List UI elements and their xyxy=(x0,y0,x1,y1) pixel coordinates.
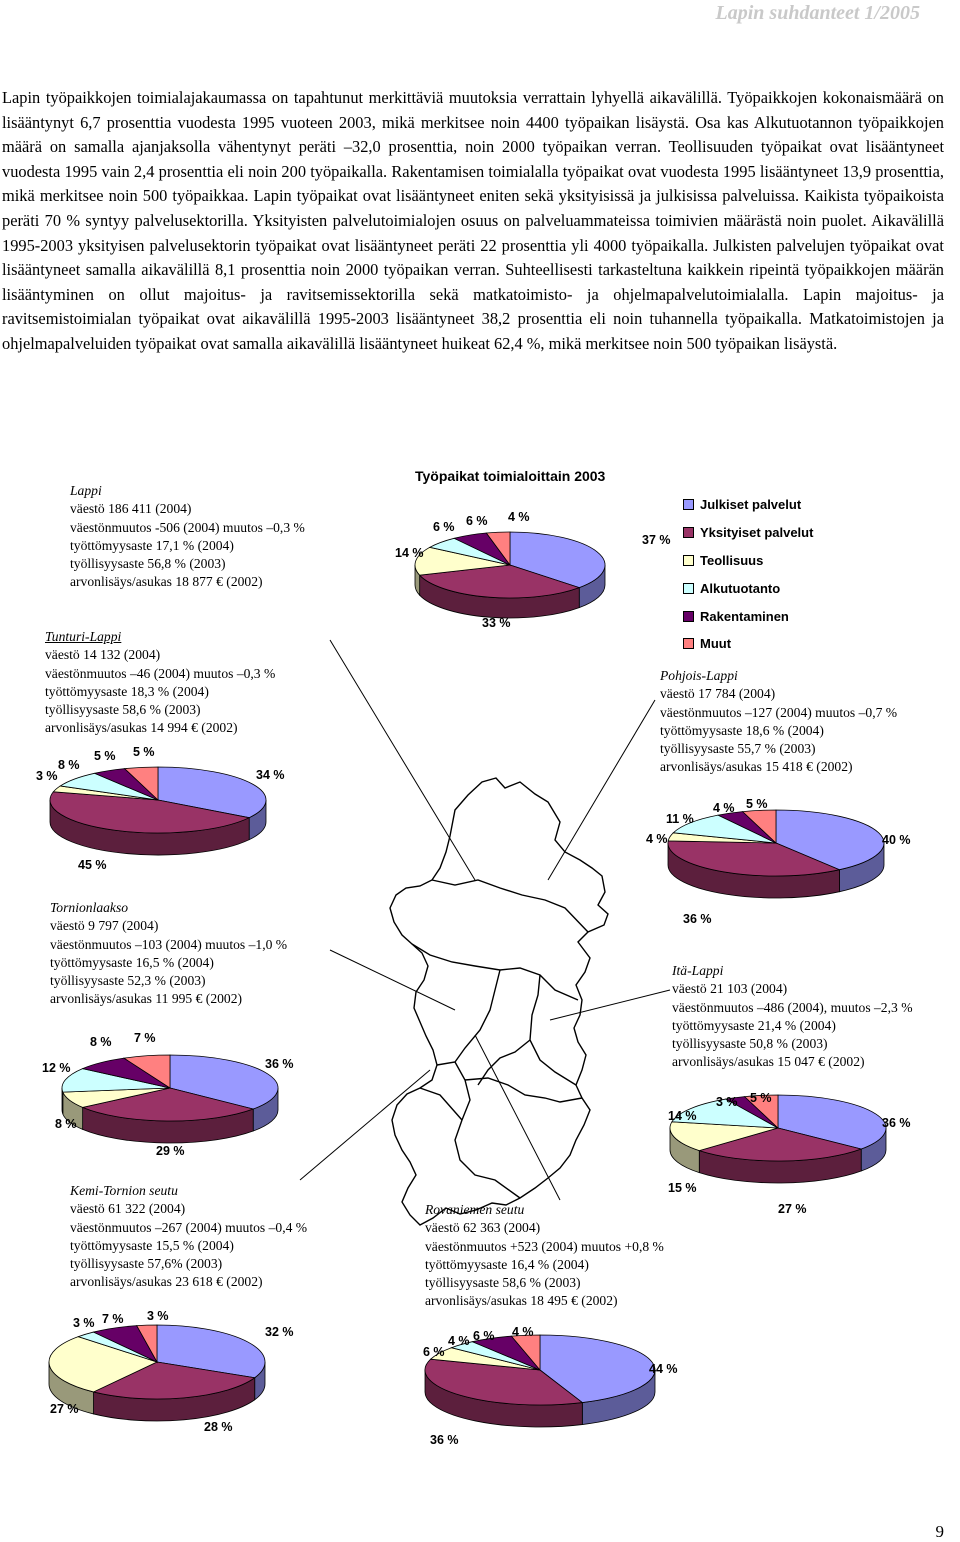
region-tornion xyxy=(50,899,287,1009)
data-label: 4 % xyxy=(713,801,735,815)
data-label: 4 % xyxy=(646,832,668,846)
border-north xyxy=(432,880,588,932)
lappi-chart-title: Työpaikat toimialoittain 2003 xyxy=(415,468,606,484)
region-stat: työllisyysaste 57,6% (2003) xyxy=(70,1256,223,1272)
region-stat: työttömyysaste 21,4 % (2004) xyxy=(672,1017,836,1033)
region-stat: väestö 186 411 (2004) xyxy=(70,501,192,517)
data-label: 6 % xyxy=(473,1329,495,1343)
border-west-mid xyxy=(437,970,500,1065)
border-south-3 xyxy=(465,1078,582,1102)
legend-label: Rakentaminen xyxy=(700,608,789,624)
body-paragraph: Lapin työpaikkojen toimialajakaumassa on tapahtunut merkittäviä muutoksia verrattain lyhyellä aikavälillä. Työpaikkojen kokonaismäärä on lisääntynyt 6,7 prosenttia vuodesta 1995 vuoteen 2003, mikä merkitsee noin 4400 työpaikan lisäystä. Osa kas Alkutuotannon työpaikkojen määrä on samalla ajanjaksolla vähentynyt peräti –32,0 prosenttia, noin 2000 työpaikan verran. Teollisuuden työpaikat ovat lisääntyneet vuodesta 1995 vain 2,4 prosenttia eli noin 200 työpaikalla. Rakentamisen toimialalla työpaikat ovat vuodesta 1995 lisääntyneet 13,9 prosenttia, mikä merkitsee noin 500 työpaikkaa. Lapin työpaikat ovat lisääntyneet eniten sekä yksityisissä ja julkisissa palveluissa. Kaikista työpaikoista peräti 70 % syntyy palvelusektorilla. Yksityisten palvelutoimialojen osuus on palveluammateissa toimivien määrästä noin puolet. Aikavälillä 1995-2003 yksityisen palvelusektorin työpaikat ovat lisääntyneet peräti 22 prosenttia yli 4000 työpaikalla. Julkisten palvelujen työpaikat ovat lisääntyneet samalla aikavälillä 8,1 prosenttia noin 2000 työpaikan verran. Suhteellisesti tarkasteltuna kaikkein ripeintä työpaikkojen määrän lisääntyminen on ollut majoitus- ja ravitsemissektorilla sekä matkatoimisto- ja ohjelmapalvelutoimialalla. Lapin majoitus- ja ravitsemistoimialan työpaikat ovat aikavälillä 1995-2003 lisääntyneet 38,2 prosenttia eli noin tuhannella työpaikalla. Matkatoimistojen ja ohjelmapalveluiden työpaikat ovat samalla aikavälillä lisääntyneet huikeat 62,4 %, mikä merkitsee noin 500 työpaikan lisäystä. xyxy=(2,88,944,353)
legend-label: Teollisuus xyxy=(700,552,764,568)
border-southwest xyxy=(420,1088,462,1120)
data-label: 36 % xyxy=(265,1057,294,1071)
data-label: 14 % xyxy=(395,546,424,560)
connector-tunturi xyxy=(330,640,475,880)
region-stat: työllisyysaste 55,7 % (2003) xyxy=(660,741,816,757)
data-label: 3 % xyxy=(147,1309,169,1323)
running-header: Lapin suhdanteet 1/2005 xyxy=(715,2,920,24)
map-connectors xyxy=(300,640,670,1200)
connector-tornion xyxy=(330,950,455,1010)
pie-kemi xyxy=(49,1325,265,1421)
region-stat: arvonlisäys/asukas 18 495 € (2002) xyxy=(425,1293,618,1309)
region-name: Kemi-Tornion seutu xyxy=(70,1183,178,1198)
region-stat: työttömyysaste 15,5 % (2004) xyxy=(70,1237,234,1253)
pie-tunturi xyxy=(50,767,266,855)
data-label: 8 % xyxy=(58,758,80,772)
data-label: 44 % xyxy=(649,1362,678,1376)
data-label: 3 % xyxy=(36,769,58,783)
legend-item xyxy=(683,547,813,575)
border-south-1 xyxy=(455,1062,520,1198)
lapland-border xyxy=(390,778,608,1225)
region-rovaniemi xyxy=(425,1201,664,1311)
pie-rovaniemi xyxy=(425,1335,655,1427)
data-label: 36 % xyxy=(430,1433,459,1447)
region-stat: väestö 21 103 (2004) xyxy=(672,981,788,997)
data-label: 37 % xyxy=(642,533,671,547)
legend-label: Alkutuotanto xyxy=(700,580,781,596)
legend-swatch xyxy=(683,638,694,649)
region-stat: arvonlisäys/asukas 14 994 € (2002) xyxy=(45,720,238,736)
legend-item xyxy=(683,630,813,658)
region-name: Itä-Lappi xyxy=(672,963,724,978)
region-stat: väestönmuutos –267 (2004) muutos –0,4 % xyxy=(70,1219,308,1235)
data-label: 32 % xyxy=(265,1325,294,1339)
region-lappi xyxy=(70,482,305,592)
data-label: 5 % xyxy=(94,749,116,763)
connector-rovaniemi xyxy=(475,1035,560,1200)
region-stat: arvonlisäys/asukas 15 418 € (2002) xyxy=(660,759,853,775)
region-stat: väestönmuutos –486 (2004), muutos –2,3 % xyxy=(672,999,913,1015)
region-stat: väestönmuutos +523 (2004) muutos +0,8 % xyxy=(425,1238,664,1254)
legend-swatch xyxy=(683,583,694,594)
data-label: 14 % xyxy=(668,1109,697,1123)
pie-tornion xyxy=(62,1055,278,1143)
legend-swatch xyxy=(683,527,694,538)
data-label: 4 % xyxy=(508,510,530,524)
region-stat: väestö 14 132 (2004) xyxy=(45,647,161,663)
legend-item xyxy=(683,491,813,519)
region-stat: työllisyysaste 58,6 % (2003) xyxy=(425,1275,581,1291)
data-label: 6 % xyxy=(433,520,455,534)
connector-ita xyxy=(550,990,670,1020)
pie-lappi xyxy=(415,532,605,618)
data-label: 45 % xyxy=(78,858,107,872)
data-label: 3 % xyxy=(73,1316,95,1330)
region-name: Pohjois-Lappi xyxy=(660,668,738,683)
region-stat: väestönmuutos –46 (2004) muutos –0,3 % xyxy=(45,665,276,681)
data-label: 4 % xyxy=(512,1325,534,1339)
legend-swatch xyxy=(683,611,694,622)
region-stat: työllisyysaste 50,8 % (2003) xyxy=(672,1036,828,1052)
region-stat: arvonlisäys/asukas 23 618 € (2002) xyxy=(70,1274,263,1290)
pie-ita xyxy=(670,1095,886,1183)
legend-item xyxy=(683,519,813,547)
data-label: 6 % xyxy=(423,1345,445,1359)
legend-item xyxy=(683,574,813,602)
data-label: 5 % xyxy=(746,797,768,811)
data-label: 8 % xyxy=(55,1117,77,1131)
data-label: 5 % xyxy=(133,745,155,759)
data-label: 15 % xyxy=(668,1181,697,1195)
legend-swatch xyxy=(683,499,694,510)
data-label: 5 % xyxy=(750,1091,772,1105)
region-tunturi xyxy=(45,628,275,738)
region-name: Tunturi-Lappi xyxy=(45,629,122,644)
data-label: 36 % xyxy=(683,912,712,926)
region-stat: työttömyysaste 18,3 % (2004) xyxy=(45,683,209,699)
region-stat: väestönmuutos –127 (2004) muutos –0,7 % xyxy=(660,704,898,720)
region-pohjois xyxy=(660,667,897,777)
region-stat: työllisyysaste 52,3 % (2003) xyxy=(50,973,206,989)
region-stat: työttömyysaste 17,1 % (2004) xyxy=(70,537,234,553)
region-ita xyxy=(672,962,913,1072)
region-stat: väestö 61 322 (2004) xyxy=(70,1201,186,1217)
region-stat: väestönmuutos -506 (2004) muutos –0,3 % xyxy=(70,519,305,535)
region-stat: arvonlisäys/asukas 15 047 € (2002) xyxy=(672,1054,865,1070)
data-label: 27 % xyxy=(778,1202,807,1216)
region-stat: väestö 17 784 (2004) xyxy=(660,686,776,702)
connector-pohjois xyxy=(548,700,655,880)
region-stat: arvonlisäys/asukas 11 995 € (2002) xyxy=(50,991,243,1007)
data-label: 4 % xyxy=(448,1334,470,1348)
map-outline xyxy=(390,778,608,1225)
region-stat: väestö 9 797 (2004) xyxy=(50,918,159,934)
pie-pohjois xyxy=(668,810,884,898)
region-name: Lappi xyxy=(70,483,102,498)
chart-legend xyxy=(683,491,813,658)
data-label: 28 % xyxy=(204,1420,233,1434)
region-stat: väestönmuutos –103 (2004) muutos –1,0 % xyxy=(50,936,288,952)
region-stat: arvonlisäys/asukas 18 877 € (2002) xyxy=(70,574,263,590)
region-kemi xyxy=(70,1182,307,1292)
border-east xyxy=(530,975,576,1085)
data-label: 36 % xyxy=(882,1116,911,1130)
data-label: 29 % xyxy=(156,1144,185,1158)
legend-label: Muut xyxy=(700,636,732,652)
legend-swatch xyxy=(683,555,694,566)
data-label: 11 % xyxy=(666,812,694,826)
legend-item xyxy=(683,602,813,630)
page-number: 9 xyxy=(935,1522,944,1541)
data-label: 33 % xyxy=(482,616,511,630)
data-label: 8 % xyxy=(90,1035,112,1049)
region-stat: työttömyysaste 18,6 % (2004) xyxy=(660,722,824,738)
data-label: 6 % xyxy=(466,514,488,528)
data-label: 3 % xyxy=(716,1095,738,1109)
region-stat: työttömyysaste 16,5 % (2004) xyxy=(50,954,214,970)
region-stat: väestö 62 363 (2004) xyxy=(425,1220,541,1236)
data-label: 12 % xyxy=(42,1061,71,1075)
data-label: 40 % xyxy=(882,833,911,847)
region-stat: työllisyysaste 58,6 % (2003) xyxy=(45,702,201,718)
data-label: 7 % xyxy=(134,1031,156,1045)
region-name: Rovaniemen seutu xyxy=(425,1202,525,1217)
region-stat: työllisyysaste 56,8 % (2003) xyxy=(70,556,226,572)
data-label: 7 % xyxy=(102,1312,124,1326)
data-label: 27 % xyxy=(50,1402,79,1416)
data-label: 34 % xyxy=(256,768,285,782)
legend-label: Yksityiset palvelut xyxy=(700,525,814,541)
legend-label: Julkiset palvelut xyxy=(700,497,802,513)
region-stat: työttömyysaste 16,4 % (2004) xyxy=(425,1256,589,1272)
region-name: Tornionlaakso xyxy=(50,900,129,915)
